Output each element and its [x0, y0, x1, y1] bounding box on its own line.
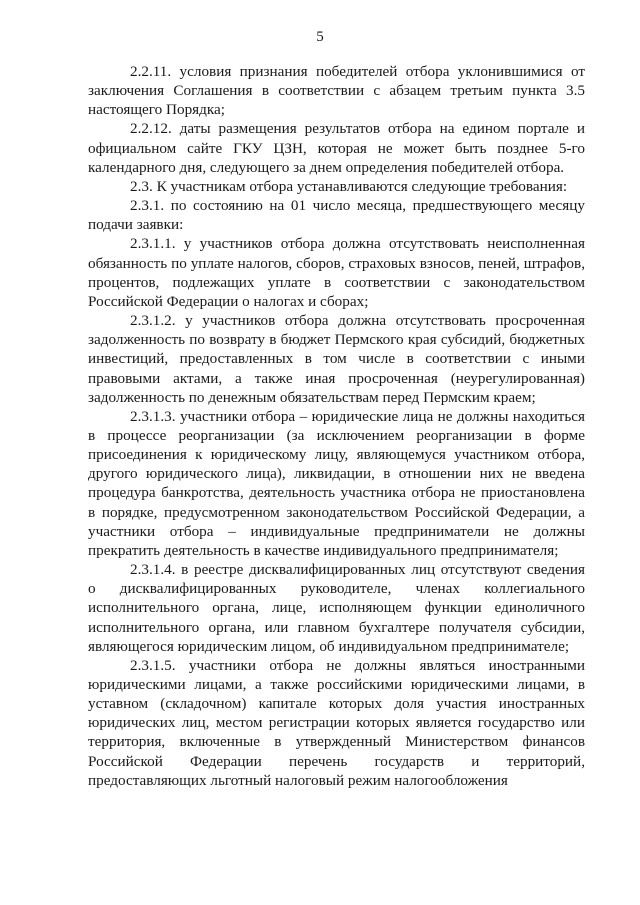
document-body: [88, 62, 585, 790]
paragraph-2-2-12: 2.2.12. даты размещения результатов отбора на едином портале и официальном сайте ГКУ ЦЗН, которая не может быть позднее 5-го календарного дня, следующего за днем определения победителей отбора.: [88, 120, 585, 176]
paragraph-2-3-1: 2.3.1. по состоянию на 01 число месяца, предшествующего месяцу подачи заявки:: [88, 197, 585, 234]
paragraph-2-3-1-5: 2.3.1.5. участники отбора не должны являться иностранными юридическими лицами, а также российскими юридическими лицами, в уставном (складочном) капитале которых доля участия иностранных юридических лиц, местом регистрации которых является государство или территория, включенные в утвержденный Министерством финансов Российской Федерации перечень государств и территорий, предоставляющих льготный налоговый режим налогообложения: [88, 656, 585, 789]
paragraph-2-3-1-1: 2.3.1.1. у участников отбора должна отсутствовать неисполненная обязанность по уплате налогов, сборов, страховых взносов, пеней, штрафов, процентов, подлежащих уплате в соответствии с законодательством Российской Федерации о налогах и сборах;: [88, 235, 585, 310]
paragraph-2-2-11: 2.2.11. условия признания победителей отбора уклонившимися от заключения Соглашения в соответствии с абзацем третьим пункта 3.5 настоящего Порядка;: [88, 63, 585, 119]
paragraph-2-3-1-2: 2.3.1.2. у участников отбора должна отсутствовать просроченная задолженность по возврату в бюджет Пермского края субсидий, бюджетных инвестиций, предоставленных в том числе в соответствии с иными правовыми актами, а также иная просроченная (неурегулированная) задолженность по денежным обязательствам перед Пермским краем;: [88, 312, 585, 406]
page-number: 5: [316, 29, 324, 45]
paragraph-2-3-1-3: 2.3.1.3. участники отбора – юридические лица не должны находиться в процессе реорганизации (за исключением реорганизации в форме присоединения к юридическому лицу, являющемуся участником отбора, другого юридического лица), ликвидации, в отношении них не введена процедура банкротства, деятельность участника отбора не приостановлена в порядке, предусмотренном законодательством Российской Федерации, а участники отбора – индивидуальные предприниматели не должны прекратить деятельность в качестве индивидуального предпринимателя;: [88, 407, 585, 559]
paragraph-2-3: 2.3. К участникам отбора устанавливаются следующие требования:: [130, 177, 568, 195]
paragraph-2-3-1-4: 2.3.1.4. в реестре дисквалифицированных лиц отсутствуют сведения о дисквалифицированных руководителе, членах коллегиального исполнительного органа, лице, исполняющем функции единоличного исполнительного органа, или главном бухгалтере получателя субсидии, являющегося юридическим лицом, об индивидуальном предпринимателе;: [88, 561, 585, 655]
